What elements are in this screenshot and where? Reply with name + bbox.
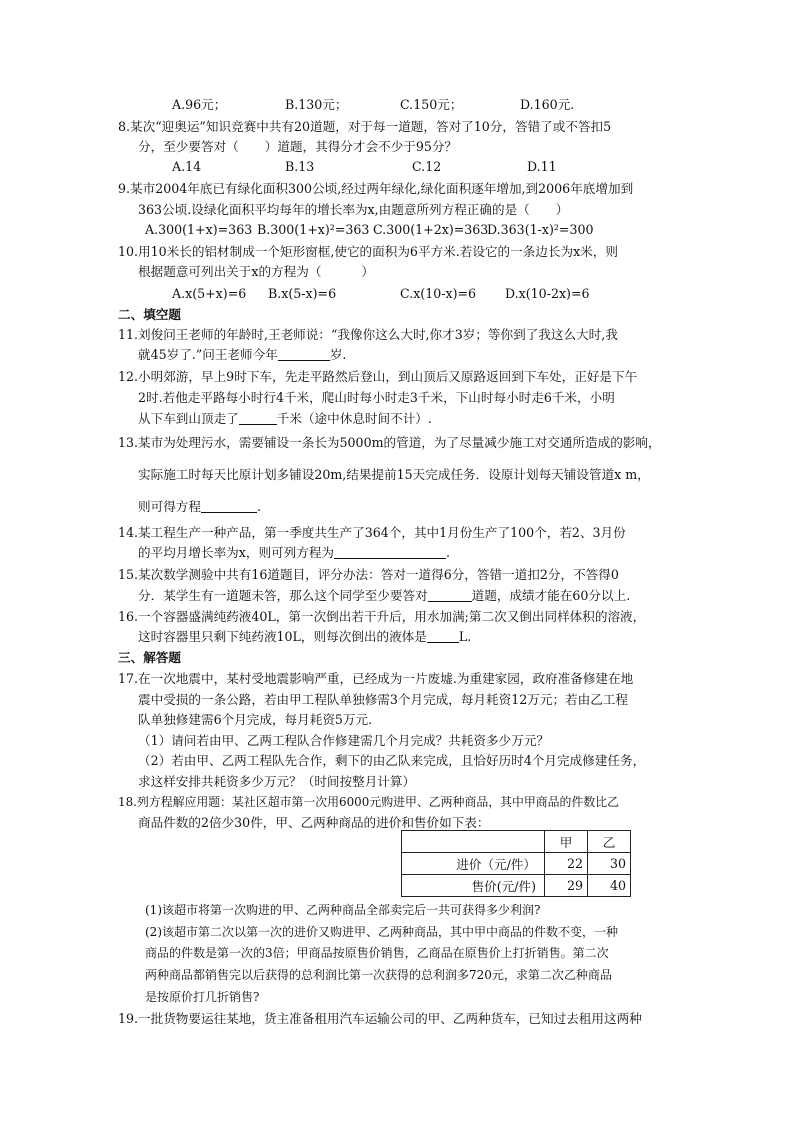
q18-subquestion-1: (1)该超市将第一次购进的甲、乙两种商品全部卖完后一共可获得多少利润? bbox=[145, 903, 541, 917]
q18-text-line2: 商品件数的2倍少30件，甲、乙两种商品的进价和售价如下表： bbox=[138, 815, 490, 830]
q9-option-b: B.300(1+x)²=363 bbox=[257, 222, 370, 237]
price-table-row-cost bbox=[402, 853, 631, 875]
q9-option-c: C.300(1+2x)=363 bbox=[373, 222, 489, 237]
q17-text-line1: 17.在一次地震中，某村受地震影响严重，已经成为一片废墟.为重建家园，政府准备修建在地 bbox=[118, 671, 634, 686]
price-table-row-sale bbox=[402, 875, 631, 897]
q16-text-before-blank: 这时容器里只剩下纯药液10L，则每次倒出的液体是 bbox=[138, 629, 427, 644]
q8-option-a: A.14 bbox=[172, 159, 202, 174]
price-table-cell: 30 bbox=[588, 853, 631, 875]
price-table-cell: 40 bbox=[588, 875, 631, 897]
q16-answer-blank[interactable] bbox=[427, 630, 459, 643]
q12-answer-blank[interactable] bbox=[239, 412, 277, 425]
q13-text-line1: 13.某市为处理污水，需要铺设一条长为5000m的管道，为了尽量减少施工对交通所造成的影响， bbox=[118, 435, 661, 450]
q13-answer-blank[interactable] bbox=[201, 500, 257, 513]
q11-text-line1: 11.刘俊问王老师的年龄时,王老师说：“我像你这么大时,你才3岁；等你到了我这么大时,我 bbox=[118, 327, 618, 342]
price-table bbox=[401, 830, 631, 897]
q10-option-c: C.x(10-x)=6 bbox=[400, 286, 477, 301]
q9-text-before-paren: 363公顷.设绿化面积平均每年的增长率为x,由题意所列方程正确的是（ bbox=[138, 202, 530, 217]
q13-text-line2: 实际施工时每天比原计划多铺设20m,结果提前15天完成任务．设原计划每天铺设管道x m， bbox=[138, 467, 650, 482]
price-table-corner-cell bbox=[402, 831, 545, 853]
q12-text-before-blank: 从下车到山顶走了 bbox=[138, 411, 239, 426]
q8-option-d: D.11 bbox=[527, 159, 557, 174]
q15-answer-blank[interactable] bbox=[428, 589, 472, 602]
q17-subquestion-1: （1）请问若由甲、乙两工程队合作修建需几个月完成？共耗资多少万元？ bbox=[138, 733, 550, 748]
q12-text-line2: 2时.若他走平路每小时行4千米，爬山时每小时走3千米，下山时每小时走6千米，小明 bbox=[138, 390, 615, 405]
q15-text-line1: 15.某次数学测验中共有16道题目，评分办法：答对一道得6分，答错一道扣2分，不答得0 bbox=[118, 567, 619, 582]
q10-option-a: A.x(5+x)=6 bbox=[172, 286, 247, 301]
q10-text-line1: 10.用10米长的铝材制成一个矩形窗框,使它的面积为6平方米.若设它的一条边长为x米，则 bbox=[118, 244, 618, 259]
q8-text-line2 bbox=[138, 139, 457, 155]
q7-option-c: C.150元； bbox=[400, 97, 463, 112]
q13-text-line3 bbox=[138, 499, 261, 515]
q11-answer-blank[interactable] bbox=[278, 348, 330, 361]
q8-text-before-paren: 分，至少要答对（ bbox=[138, 139, 239, 154]
price-table-header-yi: 乙 bbox=[588, 831, 631, 853]
q18-text-line1: 18.列方程解应用题：某社区超市第一次用6000元购进甲、乙两种商品，其中甲商品的件数比乙 bbox=[118, 795, 620, 809]
q15-text-after-blank: 道题，成绩才能在60分以上. bbox=[471, 588, 631, 603]
q10-option-b: B.x(5-x)=6 bbox=[268, 286, 337, 301]
q11-text-line2 bbox=[138, 347, 346, 363]
q13-text-after-blank: . bbox=[256, 499, 261, 514]
q16-text-after-blank: L. bbox=[458, 629, 472, 644]
q17-subquestion-2-cont: 求这样安排共耗资多少万元？（时间按整月计算） bbox=[138, 774, 416, 789]
q11-text-after-blank: 岁. bbox=[329, 347, 347, 362]
section-solve-heading: 三、解答题 bbox=[118, 650, 181, 665]
q13-text-before-blank: 则可得方程 bbox=[138, 499, 201, 514]
q7-option-a: A.96元； bbox=[172, 97, 227, 112]
q9-option-a: A.300(1+x)=363 bbox=[145, 222, 253, 237]
price-table-row-label: 进价（元/件） bbox=[402, 853, 545, 875]
q9-text-after-paren: ） bbox=[555, 202, 569, 217]
q15-text-before-blank: 分．某学生有一道题未答，那么这个同学至少要答对 bbox=[138, 588, 428, 603]
q18-subquestion-2-line2: 商品的件数是第一次的3倍；甲商品按原售价销售，乙商品在原售价上打折销售。第二次 bbox=[145, 946, 609, 960]
q15-text-line2 bbox=[138, 588, 630, 604]
q16-text-line2 bbox=[138, 629, 471, 645]
q8-text-after-paren: ）道题，其得分才会不少于95分？ bbox=[264, 139, 458, 154]
q14-answer-blank[interactable] bbox=[334, 546, 446, 559]
q10-text-line2 bbox=[138, 264, 374, 280]
section-fill-in-heading: 二、填空题 bbox=[118, 307, 181, 322]
q12-text-line3 bbox=[138, 411, 432, 427]
q18-subquestion-2-line4: 是按原价打几折销售? bbox=[145, 990, 260, 1004]
q14-text-before-blank: 的平均月增长率为x，则可列方程为 bbox=[138, 545, 335, 560]
q14-text-after-blank: . bbox=[446, 545, 451, 560]
q9-option-d: D.363(1-x)²=300 bbox=[487, 222, 594, 237]
q12-text-line1: 12.小明郊游，早上9时下车，先走平路然后登山，到山顶后又原路返回到下车处，正好是下午 bbox=[118, 369, 638, 384]
q18-subquestion-2-line1: (2)该超市第二次以第一次的进价又购进甲、乙两种商品，其中甲中商品的件数不变，一种 bbox=[145, 925, 619, 939]
q12-text-after-blank: 千米（途中休息时间不计）. bbox=[276, 411, 432, 426]
q10-text-before-paren: 根据题意可列出关于x的方程为（ bbox=[138, 264, 322, 279]
q8-option-b: B.13 bbox=[285, 159, 315, 174]
price-table-cell: 29 bbox=[545, 875, 588, 897]
q17-text-line3: 队单独修建需6个月完成，每月耗资5万元. bbox=[138, 712, 373, 727]
price-table-header-row bbox=[402, 831, 631, 853]
q11-text-before-blank: 就45岁了.”问王老师今年 bbox=[138, 347, 278, 362]
q8-text-line1: 8.某次“迎奥运”知识竞赛中共有20道题，对于每一道题，答对了10分，答错了或不答扣5 bbox=[118, 119, 612, 134]
q18-subquestion-2-line3: 两种商品都销售完以后获得的总利润比第一次获得的总利润多720元，求第二次乙种商品 bbox=[145, 968, 612, 982]
q14-text-line2 bbox=[138, 545, 450, 561]
q17-subquestion-2: （2）若由甲、乙两工程队先合作，剩下的由乙队来完成，且恰好历时4个月完成修建任务， bbox=[138, 753, 646, 768]
q8-option-c: C.12 bbox=[412, 159, 442, 174]
price-table-row-label: 售价(元/件) bbox=[402, 875, 545, 897]
q19-text-line1: 19.一批货物要运往某地，货主准备租用汽车运输公司的甲、乙两种货车，已知过去租用这两种 bbox=[118, 1011, 642, 1026]
q9-text-line1: 9.某市2004年底已有绿化面积300公顷,经过两年绿化,绿化面积逐年增加,到2006年底增加到 bbox=[118, 181, 634, 196]
q9-text-line2 bbox=[138, 202, 568, 218]
q10-option-d: D.x(10-2x)=6 bbox=[505, 286, 590, 301]
q10-text-after-paren: ） bbox=[361, 264, 375, 279]
q7-option-b: B.130元； bbox=[285, 97, 348, 112]
price-table-cell: 22 bbox=[545, 853, 588, 875]
q16-text-line1: 16.一个容器盛满纯药液40L，第一次倒出若干升后，用水加满;第二次又倒出同样体积的溶液， bbox=[118, 609, 646, 624]
q7-option-d: D.160元. bbox=[520, 97, 575, 112]
price-table-header-jia: 甲 bbox=[545, 831, 588, 853]
q17-text-line2: 震中受损的一条公路，若由甲工程队单独修需3个月完成，每月耗资12万元；若由乙工程 bbox=[138, 692, 629, 707]
q14-text-line1: 14.某工程生产一种产品，第一季度共生产了364个，其中1月份生产了100个，若2、3月份 bbox=[118, 525, 626, 540]
